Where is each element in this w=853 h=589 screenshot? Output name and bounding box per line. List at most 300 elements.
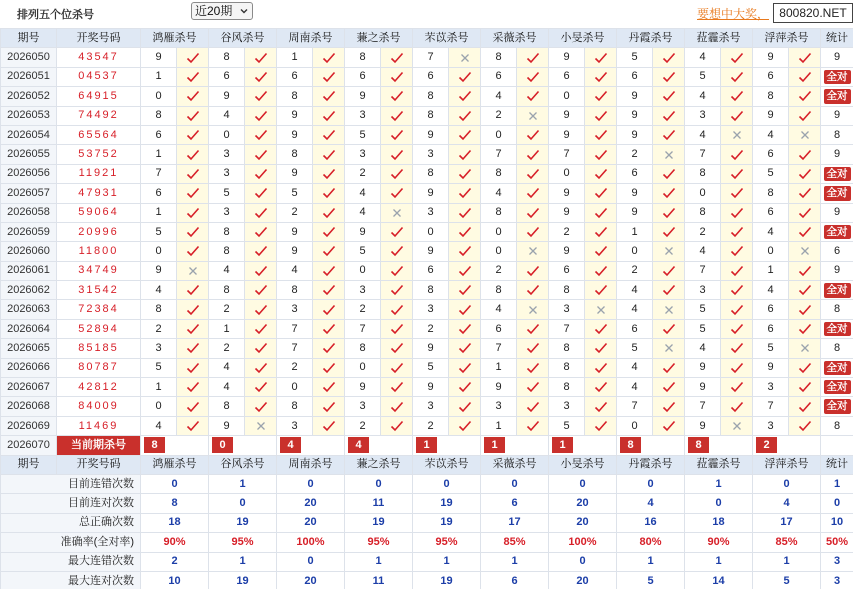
check-icon [585,342,616,354]
kill-number-cell: 4 [481,184,517,203]
hit-mark-cell [721,145,753,164]
kill-number-cell: 0 [141,87,177,106]
hit-mark-cell [517,125,549,144]
kill-number-cell: 4 [617,281,653,300]
kill-number-cell: 9 [617,203,653,222]
check-icon [449,323,480,335]
check-icon [381,187,412,199]
hit-mark-cell [789,300,821,319]
kill-number-cell: 9 [413,378,449,397]
check-icon [449,342,480,354]
check-icon [313,304,344,316]
check-icon [517,342,548,354]
column-header: 周南杀号 [277,29,345,48]
kill-number-cell: 4 [141,416,177,435]
draw-number-cell: 47931 [57,184,141,203]
kill-number-cell: 6 [413,261,449,280]
check-icon [381,381,412,393]
check-icon [449,381,480,393]
check-icon [177,149,208,161]
hit-mark-cell [313,378,345,397]
kill-number-cell: 8 [685,203,721,222]
hit-mark-cell [381,300,413,319]
hit-mark-cell [789,203,821,222]
hit-mark-cell [517,48,549,67]
hit-mark-cell [789,397,821,416]
check-icon [313,207,344,219]
kill-number-cell: 7 [753,397,789,416]
cross-icon [653,246,684,256]
check-icon [721,52,752,64]
hit-mark-cell [517,242,549,261]
tally-cell [821,300,853,319]
hit-mark-cell [653,222,685,241]
period-cell: 2026061 [1,261,57,280]
hit-mark-cell [381,378,413,397]
stat-value: 19 [209,513,277,532]
period-cell: 2026054 [1,125,57,144]
kill-number-cell: 5 [753,339,789,358]
kill-number-cell: 9 [345,87,381,106]
kill-number-cell: 1 [617,222,653,241]
period-cell: 2026059 [1,222,57,241]
hit-mark-cell [721,203,753,222]
hit-mark-cell [449,87,481,106]
all-correct-badge: 全对 [824,399,851,414]
draw-number-cell: 85185 [57,339,141,358]
kill-number-cell: 8 [549,358,585,377]
stat-value: 19 [345,513,413,532]
check-icon [381,362,412,374]
hit-mark-cell [721,261,753,280]
hit-mark-cell [381,416,413,435]
check-icon [653,362,684,374]
hit-mark-cell [449,339,481,358]
hit-mark-cell [789,261,821,280]
hit-mark-cell [177,67,209,86]
kill-number-cell: 3 [209,164,245,183]
current-kill-cell [481,436,549,455]
page-title: 排列五个位杀号 [17,9,94,21]
kill-number-cell: 9 [345,222,381,241]
kill-number-cell: 8 [209,222,245,241]
kill-number-cell: 3 [753,378,789,397]
check-icon [381,265,412,277]
hit-mark-cell [313,67,345,86]
hit-mark-cell [585,67,617,86]
hit-mark-cell [381,261,413,280]
check-icon [177,71,208,83]
check-icon [789,71,820,83]
stat-value: 19 [413,494,481,513]
hit-mark-cell [653,184,685,203]
kill-number-cell: 9 [617,87,653,106]
stat-value: 0 [685,494,753,513]
stat-value: 0 [481,474,549,493]
hit-mark-cell [653,358,685,377]
kill-number-cell: 9 [549,106,585,125]
kill-number-cell: 9 [413,184,449,203]
tally-value: 8 [833,341,841,354]
check-icon [449,129,480,141]
hit-mark-cell [721,222,753,241]
check-icon [585,284,616,296]
kill-number-cell: 5 [277,184,313,203]
period-cell: 2026051 [1,67,57,86]
check-icon [789,187,820,199]
tally-value: 8 [833,419,841,432]
hit-mark-cell [517,281,549,300]
check-icon [313,284,344,296]
kill-number-cell: 6 [549,67,585,86]
kill-number-cell: 2 [549,222,585,241]
ad-domain-badge[interactable]: 800820.NET [773,3,853,23]
hit-mark-cell [177,281,209,300]
check-icon [721,226,752,238]
hit-mark-cell [381,319,413,338]
hit-mark-cell [177,87,209,106]
kill-number-cell: 4 [209,261,245,280]
check-icon [789,226,820,238]
kill-number-cell: 3 [549,397,585,416]
stats-row [1,552,853,571]
hit-mark-cell [585,281,617,300]
hit-mark-cell [245,164,277,183]
current-kill-badge: 8 [688,437,709,453]
table-row [1,164,853,183]
all-correct-badge: 全对 [824,322,851,337]
hit-mark-cell [789,184,821,203]
check-icon [653,323,684,335]
kill-number-cell: 9 [413,339,449,358]
hit-mark-cell [721,67,753,86]
kill-number-cell: 8 [413,87,449,106]
hit-mark-cell [177,397,209,416]
check-icon [381,323,412,335]
stat-value: 4 [753,494,821,513]
current-kill-badge: 8 [620,437,641,453]
kill-number-cell: 6 [617,164,653,183]
period-cell: 2026058 [1,203,57,222]
current-kill-cell [549,436,617,455]
kill-number-cell: 3 [413,397,449,416]
check-icon [449,187,480,199]
kill-number-cell: 7 [549,145,585,164]
check-icon [585,129,616,141]
check-icon [245,323,276,335]
kill-number-cell: 7 [277,319,313,338]
table-row [1,339,853,358]
kill-number-cell: 9 [277,125,313,144]
cross-icon [721,130,752,140]
kill-number-cell: 2 [209,300,245,319]
kill-number-cell: 0 [345,261,381,280]
table-row [1,87,853,106]
kill-number-cell: 8 [549,281,585,300]
kill-number-cell: 5 [345,242,381,261]
current-kill-badge: 8 [144,437,165,453]
chevron-down-icon [239,6,249,16]
table-row [1,67,853,86]
kill-number-cell: 0 [549,164,585,183]
hit-mark-cell [585,319,617,338]
hit-mark-cell [449,67,481,86]
hit-mark-cell [177,164,209,183]
kill-number-cell: 4 [753,281,789,300]
stat-value: 16 [617,513,685,532]
stat-value: 6 [481,571,549,589]
check-icon [789,207,820,219]
kill-number-cell: 3 [685,106,721,125]
all-correct-badge: 全对 [824,225,851,240]
check-icon [245,187,276,199]
kill-number-cell: 4 [685,339,721,358]
stat-value: 3 [821,552,853,571]
check-icon [585,420,616,432]
hit-mark-cell [585,184,617,203]
kill-number-cell: 3 [413,203,449,222]
hit-mark-cell [381,87,413,106]
kill-number-cell: 6 [753,300,789,319]
current-kill-cell [277,436,345,455]
check-icon [585,149,616,161]
hit-mark-cell [653,242,685,261]
check-icon [721,149,752,161]
stat-value: 14 [685,571,753,589]
kill-number-cell: 6 [481,67,517,86]
all-correct-badge: 全对 [824,167,851,182]
hit-mark-cell [245,416,277,435]
hit-mark-cell [245,339,277,358]
check-icon [721,362,752,374]
column-header: 丹霞杀号 [617,29,685,48]
hit-mark-cell [449,48,481,67]
check-icon [245,245,276,257]
check-icon [653,90,684,102]
hit-mark-cell [381,145,413,164]
check-icon [177,90,208,102]
hit-mark-cell [789,145,821,164]
kill-number-cell: 7 [549,319,585,338]
check-icon [245,71,276,83]
hit-mark-cell [721,125,753,144]
kill-number-cell: 8 [481,164,517,183]
stats-row [1,494,853,513]
period-cell: 2026057 [1,184,57,203]
table-row [1,184,853,203]
stat-value: 95% [413,533,481,552]
check-icon [245,52,276,64]
check-icon [381,226,412,238]
check-icon [789,401,820,413]
stat-value: 0 [209,494,277,513]
check-icon [789,304,820,316]
hit-mark-cell [789,242,821,261]
period-cell: 2026056 [1,164,57,183]
tally-cell [821,339,853,358]
hit-mark-cell [517,145,549,164]
hit-mark-cell [245,125,277,144]
ad-link[interactable]: 要想中大奖， [697,7,770,21]
kill-number-cell: 9 [141,261,177,280]
check-icon [449,71,480,83]
hit-mark-cell [449,145,481,164]
hit-mark-cell [585,339,617,358]
check-icon [313,149,344,161]
check-icon [381,304,412,316]
hit-mark-cell [313,281,345,300]
check-icon [177,245,208,257]
kill-number-cell: 5 [209,184,245,203]
check-icon [245,284,276,296]
tally-cell [821,145,853,164]
check-icon [245,90,276,102]
kill-number-cell: 4 [617,378,653,397]
kill-number-cell: 6 [345,67,381,86]
kill-number-cell: 0 [209,125,245,144]
check-icon [585,226,616,238]
tally-cell [821,261,853,280]
stat-value: 1 [753,552,821,571]
kill-number-cell: 4 [617,300,653,319]
period-select[interactable] [191,2,253,20]
hit-mark-cell [585,416,617,435]
column-header: 丹霞杀号 [617,455,685,474]
hit-mark-cell [653,378,685,397]
tally-cell [821,242,853,261]
hit-mark-cell [721,319,753,338]
column-header: 期号 [1,455,57,474]
check-icon [585,168,616,180]
draw-number-cell: 65564 [57,125,141,144]
check-icon [245,342,276,354]
hit-mark-cell [653,261,685,280]
check-icon [381,52,412,64]
tally-cell [821,125,853,144]
stat-label: 最大连错次数 [1,552,141,571]
period-cell: 2026052 [1,87,57,106]
check-icon [721,207,752,219]
hit-mark-cell [245,184,277,203]
period-cell: 2026067 [1,378,57,397]
kill-number-cell: 8 [413,106,449,125]
kill-number-cell: 9 [617,125,653,144]
hit-mark-cell [245,106,277,125]
hit-mark-cell [653,300,685,319]
kill-number-cell: 4 [685,87,721,106]
kill-number-cell: 6 [617,67,653,86]
table-row [1,378,853,397]
cross-icon [789,246,820,256]
hit-mark-cell [517,261,549,280]
hit-mark-cell [313,106,345,125]
check-icon [721,401,752,413]
check-icon [449,245,480,257]
hit-mark-cell [177,300,209,319]
column-header: 菈霾杀号 [685,455,753,474]
stats-row [1,513,853,532]
kill-number-cell: 6 [141,184,177,203]
kill-number-cell: 9 [549,125,585,144]
cross-icon [517,111,548,121]
tally-value: 9 [833,206,841,219]
kill-number-cell: 8 [753,184,789,203]
stat-value: 20 [277,571,345,589]
hit-mark-cell [381,222,413,241]
hit-mark-cell [245,87,277,106]
kill-number-cell: 3 [481,397,517,416]
cross-icon [653,150,684,160]
hit-mark-cell [789,339,821,358]
stat-value: 5 [753,571,821,589]
hit-mark-cell [721,358,753,377]
stat-value: 0 [549,552,617,571]
check-icon [245,207,276,219]
check-icon [177,381,208,393]
hit-mark-cell [585,261,617,280]
kill-number-cell: 1 [141,203,177,222]
cross-icon [653,343,684,353]
kill-number-cell: 5 [345,125,381,144]
check-icon [653,168,684,180]
draw-number-cell: 80787 [57,358,141,377]
kill-number-cell: 3 [209,203,245,222]
cross-icon [517,305,548,315]
stat-label: 目前连错次数 [1,474,141,493]
check-icon [381,401,412,413]
stat-value: 20 [277,513,345,532]
kill-number-cell: 4 [481,87,517,106]
tally-cell [821,184,853,203]
check-icon [449,110,480,122]
kill-number-cell: 7 [617,397,653,416]
column-header: 芣苡杀号 [413,29,481,48]
kill-number-cell: 8 [413,281,449,300]
kill-number-cell: 8 [413,164,449,183]
stat-value: 85% [481,533,549,552]
kill-number-cell: 8 [345,339,381,358]
stat-label: 目前连对次数 [1,494,141,513]
kill-number-cell: 2 [617,145,653,164]
table-row [1,416,853,435]
hit-mark-cell [789,319,821,338]
check-icon [789,110,820,122]
check-icon [449,420,480,432]
period-cell: 2026065 [1,339,57,358]
check-icon [245,110,276,122]
current-kill-badge: 1 [416,437,437,453]
check-icon [177,187,208,199]
kill-number-cell: 9 [141,48,177,67]
stat-value: 1 [345,552,413,571]
check-icon [381,71,412,83]
check-icon [245,304,276,316]
hit-mark-cell [449,358,481,377]
hit-mark-cell [517,87,549,106]
hit-mark-cell [789,106,821,125]
hit-mark-cell [245,261,277,280]
hit-mark-cell [313,48,345,67]
kill-number-cell: 2 [685,222,721,241]
stat-value: 18 [141,513,209,532]
kill-number-cell: 8 [277,87,313,106]
stat-value: 11 [345,494,413,513]
hit-mark-cell [721,184,753,203]
hit-mark-cell [177,261,209,280]
kill-number-cell: 1 [209,319,245,338]
column-header: 蒹之杀号 [345,455,413,474]
kill-number-cell: 6 [753,67,789,86]
